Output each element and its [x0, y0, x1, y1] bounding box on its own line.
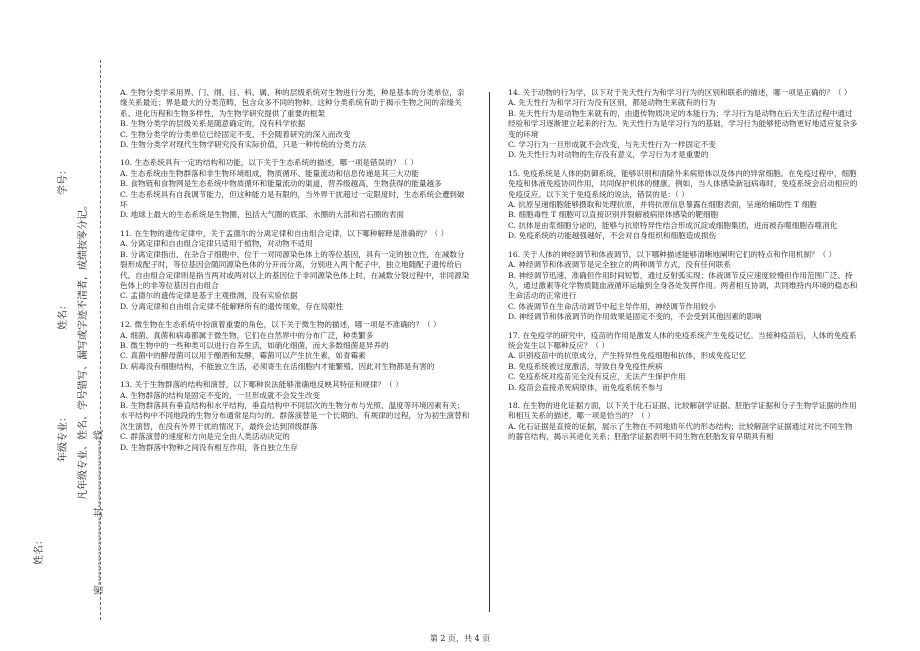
option-d: D. 分离定律和自由组合定律不能解释所有的遗传现象，存在局限性: [120, 301, 344, 311]
question-11: [120, 229, 470, 312]
option-a: A. 抗原呈递细胞能够摄取和处理抗原，并将抗原信息暴露在细胞表面，呈递给辅助性 T 细胞: [508, 200, 817, 210]
column-divider: [489, 92, 490, 612]
question-stem: 17. 在免疫学的研究中，疫苗的作用是激发人体的免疫系统产生免疫记忆。当接种疫苗后，人体的免疫系统会发生以下哪种反应？（ ）: [508, 330, 857, 350]
option-c: C. 抗体是由浆细胞分泌的，能够与抗原特异性结合形成沉淀或细胞集团，进而被吞噬细胞吞噬消化: [508, 220, 838, 230]
seal-line-text: 密--------------------封--------------------线: [94, 429, 105, 595]
student-name-label: 姓名：: [58, 300, 69, 330]
question-13: [120, 380, 470, 453]
option-d: D. 病毒没有细胞结构，不能独立生活，必须寄生在活细胞内才能繁殖，因此对生物都是有害的: [120, 361, 435, 371]
option-b: B. 生物分类学的层级关系是随意确定的，没有科学依据: [120, 119, 306, 129]
question-stem: 11. 在生物的遗传定律中，关于孟德尔的分离定律和自由组合定律，以下哪种解释是准确的？（ ）: [120, 228, 449, 238]
option-d: D. 疫苗会直接杀死病原体，而免疫系统不参与: [508, 382, 663, 392]
option-a: A. 神经调节和体液调节是完全独立的两种调节方式，没有任何联系: [508, 260, 731, 270]
option-a: A. 识别疫苗中的抗原成分，产生特异性免疫细胞和抗体，形成免疫记忆: [508, 351, 747, 361]
option-a: A. 先天性行为和学习行为没有区别，都是动物生来就有的行为: [508, 98, 716, 108]
option-b: B. 分离定律指出，在杂合子细胞中，位于一对同源染色体上的等位基因，具有一定的独立性，在减数分裂形成配子时，等位基因会随同源染色体的分开而分离，分别进入两个配子中，独立地随配子遗传给后代。自由组合定律则是指当两对或两对以上的基因位于非同源染色体上时，在减数分裂过程中，非同源染色体上的非等位基因自由组合: [120, 249, 470, 290]
option-a: A. 生物分类学采用界、门、纲、目、科、属、种的层级系统对生物进行分类，种是基本的分类单位，亲缘关系最近；界是最大的分类范畴，包含众多不同的物种。这种分类系统有助于揭示生物之间的亲缘关系、进化历程和生物多样性，为生物学研究提供了重要的框架: [120, 88, 465, 118]
option-b: B. 微生物中的一些种类可以进行自养生活，如硝化细菌，而大多数细菌是异养的: [120, 340, 389, 350]
question-15: [508, 169, 860, 242]
question-stem: 10. 生态系统具有一定的结构和功能，以下关于生态系统的描述，哪一项是错误的？（ ）: [120, 158, 418, 168]
question-10: [120, 158, 470, 220]
option-d: D. 神经调节和体液调节的作用效果是固定不变的，不会受到其他因素的影响: [508, 312, 762, 322]
question-18: [508, 401, 860, 443]
question-stem: 14. 关于动物的行为学，以下对于先天性行为和学习行为的区别和联系的描述，哪一项是正确的？（ ）: [508, 88, 852, 97]
question-stem: 18. 在生物的进化证据方面，以下关于化石证据、比较解剖学证据、胚胎学证据和分子生物学证据的作用和相互关系的描述，哪一项是恰当的？（ ）: [508, 400, 857, 421]
right-column: [508, 88, 860, 451]
question-12: [120, 320, 470, 372]
option-b: B. 生物群落具有垂直结构和水平结构，垂直结构中不同层次的生物分布与光照、温度等环境因素有关；水平结构中不同地段的生物分布通常是均匀的。群落演替是一个长期的、有规律的过程，分为初生演替和次生演替，在没有外界干扰的情况下，最终会达到顶级群落: [120, 400, 470, 431]
option-c: C. 生物分类学的分类单位已经固定不变，不会随着研究的深入而改变: [120, 129, 351, 139]
option-c: C. 孟德尔的遗传定律是基于主观推测，没有实验依据: [120, 291, 298, 301]
option-b: B. 神经调节迅速、准确但作用时间短暂，通过反射弧实现；体液调节反应速度较慢但作用范围广泛、持久，通过激素等化学物质随血液循环运输到全身各处发挥作用。两者相互协调，共同维持内环境的稳态和生命活动的正常进行: [508, 270, 858, 301]
option-a: A. 生态系统由生物群落和非生物环境组成，物质循环、能量流动和信息传递是其三大功能: [120, 168, 419, 178]
option-c: C. 群落演替的速度和方向是完全由人类活动决定的: [120, 432, 290, 442]
question-stem: 16. 关于人体的神经调节和体液调节，以下哪种描述能够清晰地阐明它们的特点和作用机制？（ ）: [508, 249, 837, 259]
name-label: 姓名：: [34, 535, 45, 565]
major-label: 年级专业：: [58, 412, 69, 462]
option-a: A. 细菌、真菌和病毒都属于微生物，它们在自然界中的分布广泛，种类繁多: [120, 330, 374, 340]
binding-margin: [0, 0, 112, 651]
option-c: C. 真菌中的酵母菌可以用于酿酒和发酵，霉菌可以产生抗生素，如青霉素: [120, 351, 366, 361]
option-b: B. 先天性行为是动物生来就有的，由遗传物质决定的本能行为；学习行为是动物在后天生活过程中通过经验和学习逐渐建立起来的行为。先天性行为是学习行为的基础，学习行为能够使动物更好地适应复杂多变的环境: [508, 108, 858, 139]
option-d: D. 免疫系统的功能越强越好，不会对自身组织和细胞造成损伤: [508, 231, 717, 241]
left-column: [120, 88, 470, 461]
option-d: D. 地球上最大的生态系统是生物圈，包括大气圈的底部、水圈的大部和岩石圈的表面: [120, 210, 405, 220]
option-a: A. 生物群落的结构是固定不变的，一旦形成就不会发生改变: [120, 390, 321, 400]
option-c: C. 免疫系统对疫苗完全没有反应，无法产生保护作用: [508, 372, 686, 382]
notice-text: 凡年级专业、姓名、学号错写、漏写或字迹不清者，成绩按零分记。: [78, 200, 89, 500]
question-17: [508, 331, 860, 393]
option-d: D. 先天性行为对动物的生存没有意义，学习行为才是重要的: [508, 150, 709, 160]
option-a: A. 化石证据是直接的证据，展示了生物在不同地质年代的形态结构；比较解剖学证据通过对比不同生物的器官结构，揭示其进化关系；胚胎学证据表明不同生物在胚胎发育早期具有相: [508, 421, 853, 442]
question-9-options: [120, 88, 470, 150]
option-a: A. 分离定律和自由组合定律只适用于植物，对动物不适用: [120, 239, 313, 249]
question-stem: 12. 微生物在生态系统中扮演着重要的角色，以下关于微生物的描述，哪一项是不准确的？（ ）: [120, 320, 441, 330]
option-b: B. 免疫系统被过度激活，导致自身免疫性疾病: [508, 361, 663, 371]
question-14: [508, 88, 860, 161]
question-stem: 13. 关于生物群落的结构和演替，以下哪种说法能够准确地反映其特征和规律？（ ）: [120, 380, 403, 390]
option-c: C. 体液调节在生命活动调节中起主导作用，神经调节作用较小: [508, 301, 716, 311]
student-id-label: 学号：: [58, 165, 69, 195]
question-stem: 15. 免疫系统是人体的防御系统，能够识别和清除外来病原体以及体内的异常细胞。在免疫过程中，细胞免疫和体液免疫协同作用，共同保护机体的健康。例如，当人体感染新冠病毒时，免疫系统会启动相应的免疫反应。以下关于免疫系统的说法，错误的是：（ ）: [508, 168, 858, 199]
page-number: 第 2 页，共 4 页: [429, 634, 491, 643]
question-16: [508, 250, 860, 323]
option-c: C. 生态系统具有自我调节能力，但这种能力是有限的，当外界干扰超过一定限度时，生态系统会遭到破坏: [120, 189, 465, 210]
option-b: B. 食物链和食物网是生态系统中物质循环和能量流动的渠道，营养级越高，生物获得的能量越多: [120, 179, 442, 189]
option-d: D. 生物群落中物种之间没有相互作用，各自独立生存: [120, 442, 298, 452]
option-b: B. 细胞毒性 T 细胞可以直接识别并裂解被病原体感染的靶细胞: [508, 210, 719, 220]
option-d: D. 生物分类学对现代生物学研究没有实际价值，只是一种传统的分类方法: [120, 140, 367, 150]
option-c: C. 学习行为一旦形成就不会改变，与先天性行为一样固定不变: [508, 140, 716, 150]
